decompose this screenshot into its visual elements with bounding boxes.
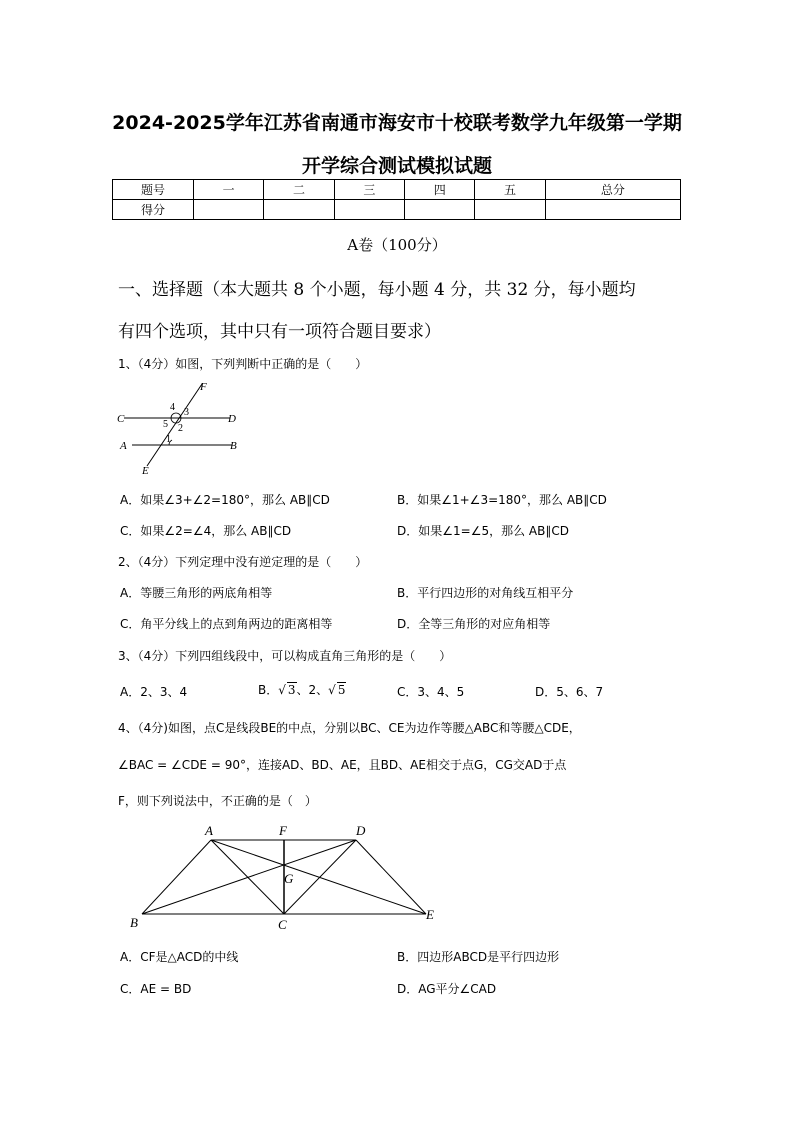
q3-option-b [258, 681, 346, 698]
score-header-cell: 四 [405, 180, 475, 200]
q2-stem: 2、（4分）下列定理中没有逆定理的是（ ） [118, 555, 368, 569]
label-c: C [278, 917, 287, 932]
q1-option-b: B．如果∠1+∠3=180°，那么 AB∥CD [397, 493, 607, 507]
q1-option-c: C．如果∠2=∠4，那么 AB∥CD [120, 524, 292, 538]
score-header-cell: 二 [264, 180, 334, 200]
angle-1: 1 [166, 434, 171, 445]
section1-heading-line2: 有四个选项，其中只有一项符合题目要求） [118, 322, 441, 342]
score-table-score-row [113, 200, 681, 220]
label-g: G [284, 871, 294, 886]
q4-option-d: D．AG平分∠CAD [397, 982, 497, 996]
q4-stem-line2: ∠BAC = ∠CDE = 90°，连接AD、BD、AE，且BD、AE相交于点G，CG交AD于点 [118, 758, 567, 772]
q3-option-b-mid: 、2、 [296, 683, 329, 697]
score-header-cell: 五 [475, 180, 545, 200]
angle-2: 2 [178, 423, 183, 434]
label-b: B [230, 440, 237, 452]
q3-option-a: A．2、3、4 [120, 685, 188, 699]
sqrt-sign: √ [278, 683, 286, 697]
label-f: F [200, 381, 207, 393]
label-e: E [142, 465, 149, 477]
q3-stem: 3、（4分）下列四组线段中，可以构成直角三角形的是（ ） [118, 649, 452, 663]
score-table [112, 179, 681, 220]
label-e: E [426, 907, 434, 922]
label-a: A [205, 823, 213, 838]
score-cell [545, 200, 680, 220]
angle-4: 4 [170, 402, 175, 413]
label-f: F [279, 823, 287, 838]
q1-option-d: D．如果∠1=∠5，那么 AB∥CD [397, 524, 569, 538]
paper-a-heading: A卷（100分） [347, 236, 447, 254]
q3-option-b-prefix: B． [258, 683, 279, 697]
q4-stem-line1: 4、（4分)如图，点C是线段BE的中点，分别以BC、CE为边作等腰△ABC和等腰△CDE， [118, 721, 581, 735]
label-b: B [130, 915, 138, 930]
q1-option-a: A．如果∠3+∠2=180°，那么 AB∥CD [120, 493, 330, 507]
score-cell [405, 200, 475, 220]
q3-radicand-1: 3 [287, 683, 296, 697]
segment-ab [142, 840, 211, 914]
section1-heading-line1: 一、选择题（本大题共 8 个小题，每小题 4 分，共 32 分，每小题均 [118, 280, 636, 300]
q3-radicand-2: 5 [337, 683, 346, 697]
q2-option-b: B．平行四边形的对角线互相平分 [397, 586, 574, 600]
angle-3: 3 [184, 407, 189, 418]
segment-ae [211, 840, 426, 914]
q4-figure [120, 822, 450, 934]
score-row-label: 得分 [113, 200, 194, 220]
q2-option-a: A．等腰三角形的两底角相等 [120, 586, 273, 600]
sqrt-sign: √ [328, 683, 336, 697]
exam-title-line2: 开学综合测试模拟试题 [301, 155, 492, 177]
q1-figure [112, 378, 252, 480]
line-ef [147, 384, 202, 466]
score-header-cell: 题号 [113, 180, 194, 200]
q4-option-b: B．四边形ABCD是平行四边形 [397, 950, 560, 964]
score-cell [334, 200, 404, 220]
q4-stem-line3: F，则下列说法中，不正确的是（ ） [118, 794, 317, 808]
exam-title-line1: 2024-2025学年江苏省南通市海安市十校联考数学九年级第一学期 [112, 112, 682, 134]
label-d: D [228, 413, 236, 425]
q3-option-c: C．3、4、5 [397, 685, 465, 699]
q4-option-c: C．AE = BD [120, 982, 192, 996]
segment-de [356, 840, 426, 914]
label-c: C [117, 413, 125, 425]
q2-option-d: D．全等三角形的对应角相等 [397, 617, 551, 631]
score-cell [475, 200, 545, 220]
score-header-cell: 总分 [545, 180, 680, 200]
angle-5: 5 [163, 419, 168, 430]
score-header-cell: 一 [194, 180, 264, 200]
score-cell [264, 200, 334, 220]
label-d: D [356, 823, 366, 838]
q3-option-d: D．5、6、7 [535, 685, 604, 699]
q4-option-a: A．CF是△ACD的中线 [120, 950, 239, 964]
score-cell [194, 200, 264, 220]
label-a: A [120, 440, 127, 452]
score-table-header-row [113, 180, 681, 200]
score-header-cell: 三 [334, 180, 404, 200]
q1-stem: 1、（4分）如图，下列判断中正确的是（ ） [118, 357, 368, 371]
q2-option-c: C．角平分线上的点到角两边的距离相等 [120, 617, 333, 631]
segment-bd [142, 840, 356, 914]
